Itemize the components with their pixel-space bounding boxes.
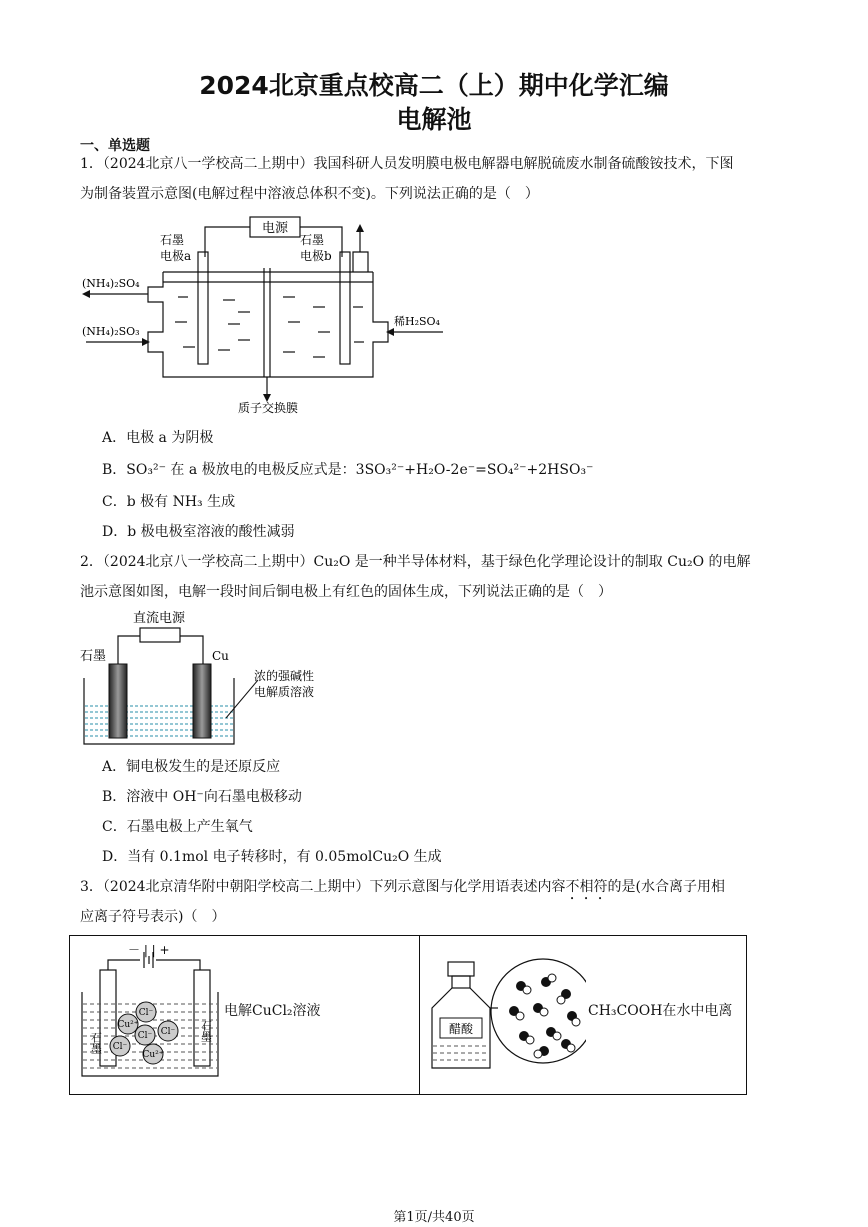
q2-copper-electrode [193, 664, 211, 738]
q2-stem-line1: 2．（2024北京八一学校高二上期中）Cu₂O 是一种半导体材料，基于绿色化学理论设计的制取 Cu₂O 的电解 [80, 554, 751, 570]
q1-option-c: C．b 极有 NH₃ 生成 [102, 494, 236, 510]
q3-table-divider [419, 936, 420, 1094]
q1-power-label: 电源 [261, 221, 289, 236]
q1-stem-line1: 1．（2024北京八一学校高二上期中）我国科研人员发明膜电极电解器电解脱硫废水制备硫酸铵技术，下图 [80, 156, 734, 172]
q3-ion-cu-2: Cu²⁺ [142, 1050, 164, 1060]
q2-solution-label1: 浓的强碱性 [254, 669, 315, 683]
q1-elec-a-label1: 石墨 [160, 233, 185, 247]
q1-option-a: A．电极 a 为阴极 [102, 430, 214, 446]
q2-stem-line2: 池示意图如图，电解一段时间后铜电极上有红色的固体生成，下列说法正确的是（ ） [80, 584, 612, 600]
q1-elec-b-label2: 电极b [300, 249, 332, 263]
q2-option-b: B．溶液中 OH⁻向石墨电极移动 [102, 789, 302, 805]
q2-solution-label2: 电解质溶液 [254, 685, 315, 699]
q3-ion-cl-4: Cl⁻ [112, 1042, 128, 1052]
q3-molecule-cluster [509, 974, 580, 1058]
q1-electrode-b [340, 252, 350, 364]
q3-stem-part3: 的是(水合离子用相 [607, 879, 726, 895]
q1-in-right-label: 稀H₂SO₄ [394, 315, 440, 328]
q1-in-left-label: (NH₄)₂SO₃ [82, 325, 140, 338]
q3-table [69, 935, 747, 1095]
q1-elec-b-label1: 石墨 [300, 233, 325, 247]
q3-stem-line1 [80, 873, 800, 903]
q3-cell1-label: 电解CuCl₂溶液 [224, 1003, 321, 1019]
q3-signs: － | | + [128, 943, 170, 957]
q2-cell-figure [78, 606, 338, 751]
page-footer: 第1页/共40页 [393, 1210, 475, 1225]
q2-power-label: 直流电源 [133, 611, 186, 626]
q3-stem-part1: 3．（2024北京清华附中朝阳学校高二上期中）下列示意图与化学用语表述内容 [80, 879, 566, 895]
q1-membrane-label: 质子交换膜 [238, 401, 299, 415]
q3-cell2-label: CH₃COOH在水中电离 [588, 1003, 733, 1019]
q3-ion-cl-3: Cl⁻ [160, 1027, 176, 1037]
q3-cucl2-figure [78, 940, 228, 1088]
q1-stem-line2: 为制备装置示意图(电解过程中溶液总体积不变)。下列说法正确的是（ ） [80, 186, 539, 202]
page-subtitle: 电解池 [396, 105, 472, 134]
q1-electrolyzer-figure [78, 212, 458, 417]
q2-left-label: 石墨 [80, 649, 107, 664]
q3-ion-cl-2: Cl⁻ [137, 1031, 153, 1041]
q2-option-c: C．石墨电极上产生氧气 [102, 819, 253, 835]
q2-option-a: A．铜电极发生的是还原反应 [102, 759, 281, 775]
q1-option-b [102, 460, 593, 480]
q2-right-label: Cu [212, 649, 229, 663]
page-title: 2024北京重点校高二（上）期中化学汇编 [199, 71, 669, 100]
q1-electrode-a [198, 252, 208, 364]
q3-ion-cl-1: Cl⁻ [138, 1008, 154, 1018]
section-heading: 一、单选题 [80, 138, 150, 154]
q1-option-d: D．b 极电极室溶液的酸性减弱 [102, 524, 295, 540]
q2-option-d: D．当有 0.1mol 电子转移时，有 0.05molCu₂O 生成 [102, 849, 442, 865]
q3-stem-line2: 应离子符号表示)（ ） [80, 909, 226, 925]
q1-elec-a-label2: 电极a [160, 249, 192, 263]
q3-acetic-figure [426, 956, 586, 1074]
q3-stem-emphasis: 不相符 [565, 879, 608, 895]
q1-out-left-label: (NH₄)₂SO₄ [82, 277, 140, 290]
q1-option-b-equation: 3SO₃²⁻+H₂O-2e⁻=SO₄²⁻+2HSO₃⁻ [355, 462, 594, 478]
q3-right-electrode-label: 石墨 [199, 1020, 213, 1042]
q3-left-electrode-label: 石墨 [89, 1032, 103, 1054]
q2-graphite-electrode [109, 664, 127, 738]
q1-option-b-text: B．SO₃²⁻ 在 a 极放电的电极反应式是： [102, 462, 356, 478]
q3-ion-cu-1: Cu²⁺ [117, 1020, 139, 1030]
q3-bottle-label: 醋酸 [448, 1022, 474, 1036]
